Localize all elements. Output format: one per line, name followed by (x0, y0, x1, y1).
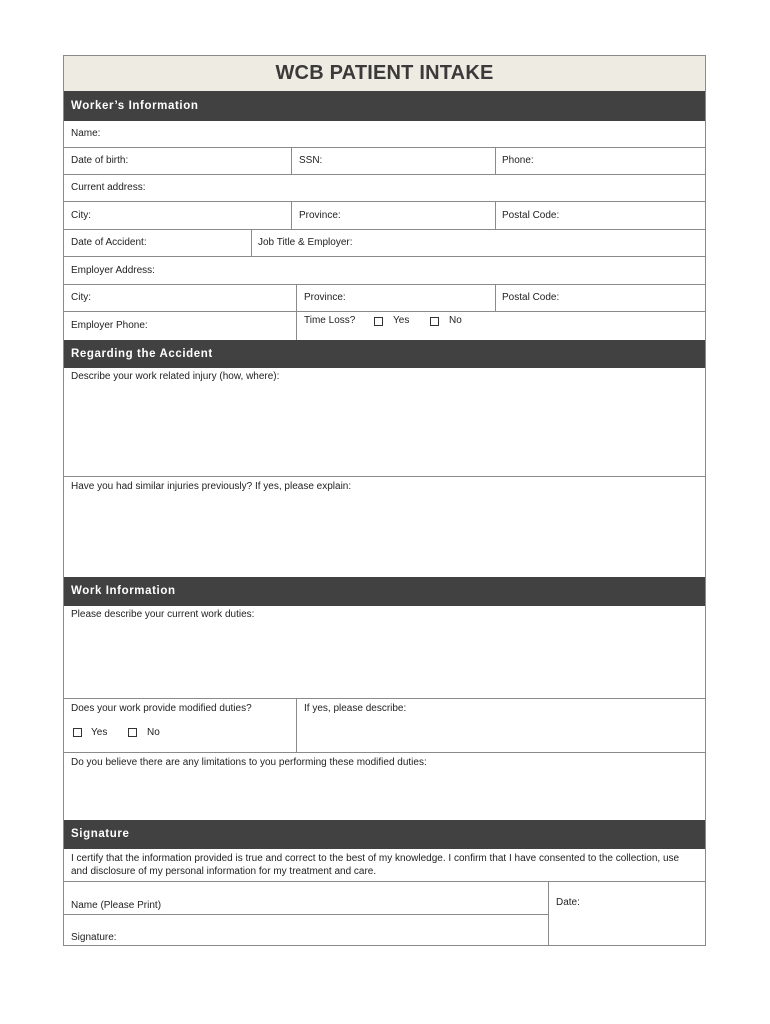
modified-duties-no-label: No (147, 727, 160, 738)
date-of-accident-field[interactable]: Date of Accident: (71, 237, 147, 248)
employer-province-field[interactable]: Province: (304, 292, 346, 303)
current-address-row (64, 175, 705, 202)
accident-date-job-row (64, 230, 705, 257)
form-title: WCB PATIENT INTAKE (275, 62, 494, 84)
city-province-postal-row (64, 202, 705, 230)
describe-injury-row (64, 368, 705, 477)
dob-ssn-phone-row (64, 148, 705, 175)
if-yes-describe-field[interactable]: If yes, please describe: (304, 703, 407, 714)
similar-injuries-row (64, 477, 705, 577)
current-duties-row (64, 606, 705, 699)
employer-city-province-postal-row (64, 285, 705, 312)
modified-duties-row (64, 699, 705, 753)
dob-field[interactable]: Date of birth: (71, 155, 129, 166)
city-field[interactable]: City: (71, 210, 91, 221)
signature-field[interactable]: Signature: (71, 932, 117, 943)
phone-field[interactable]: Phone: (502, 155, 534, 166)
section-header-signature: Signature (64, 820, 705, 849)
employer-postal-code-field[interactable]: Postal Code: (502, 292, 560, 303)
employer-phone-timeloss-row (64, 312, 705, 340)
date-field[interactable]: Date: (556, 897, 580, 908)
current-duties-field[interactable]: Please describe your current work duties: (71, 609, 255, 620)
postal-code-field[interactable]: Postal Code: (502, 210, 560, 221)
title-bar (64, 56, 705, 92)
name-field[interactable]: Name: (71, 128, 101, 139)
employer-city-field[interactable]: City: (71, 292, 91, 303)
describe-injury-field[interactable]: Describe your work related injury (how, where): (71, 371, 280, 382)
time-loss-no-label: No (449, 315, 462, 326)
name-row (64, 121, 705, 148)
wcb-intake-form (63, 55, 706, 946)
section-header-accident: Regarding the Accident (64, 340, 705, 368)
time-loss-yes-checkbox[interactable] (374, 317, 383, 326)
ssn-field[interactable]: SSN: (299, 155, 323, 166)
section-header-worker: Worker’s Information (64, 91, 705, 121)
modified-duties-yes-label: Yes (91, 727, 108, 738)
certify-statement: I certify that the information provided is true and correct to the best of my knowledge. I confirm that I have consented to the collection, use and disclosure of my personal information for my treatment and care. (71, 853, 680, 877)
employer-address-row (64, 257, 705, 285)
modified-duties-label: Does your work provide modified duties? (71, 703, 252, 714)
modified-duties-no-checkbox[interactable] (128, 728, 137, 737)
time-loss-yes-label: Yes (393, 315, 410, 326)
limitations-field[interactable]: Do you believe there are any limitations to you performing these modified duties: (71, 757, 427, 768)
section-header-work: Work Information (64, 577, 705, 606)
current-address-field[interactable]: Current address: (71, 182, 146, 193)
province-field[interactable]: Province: (299, 210, 341, 221)
certify-row (64, 849, 705, 882)
similar-injuries-field[interactable]: Have you had similar injuries previously? If yes, please explain: (71, 481, 352, 492)
signature-block (64, 882, 705, 945)
employer-phone-field[interactable]: Employer Phone: (71, 320, 148, 331)
employer-address-field[interactable]: Employer Address: (71, 265, 155, 276)
name-print-field[interactable]: Name (Please Print) (71, 900, 162, 911)
time-loss-no-checkbox[interactable] (430, 317, 439, 326)
time-loss-label: Time Loss? (304, 315, 356, 326)
job-title-employer-field[interactable]: Job Title & Employer: (258, 237, 353, 248)
limitations-row (64, 753, 705, 820)
modified-duties-yes-checkbox[interactable] (73, 728, 82, 737)
